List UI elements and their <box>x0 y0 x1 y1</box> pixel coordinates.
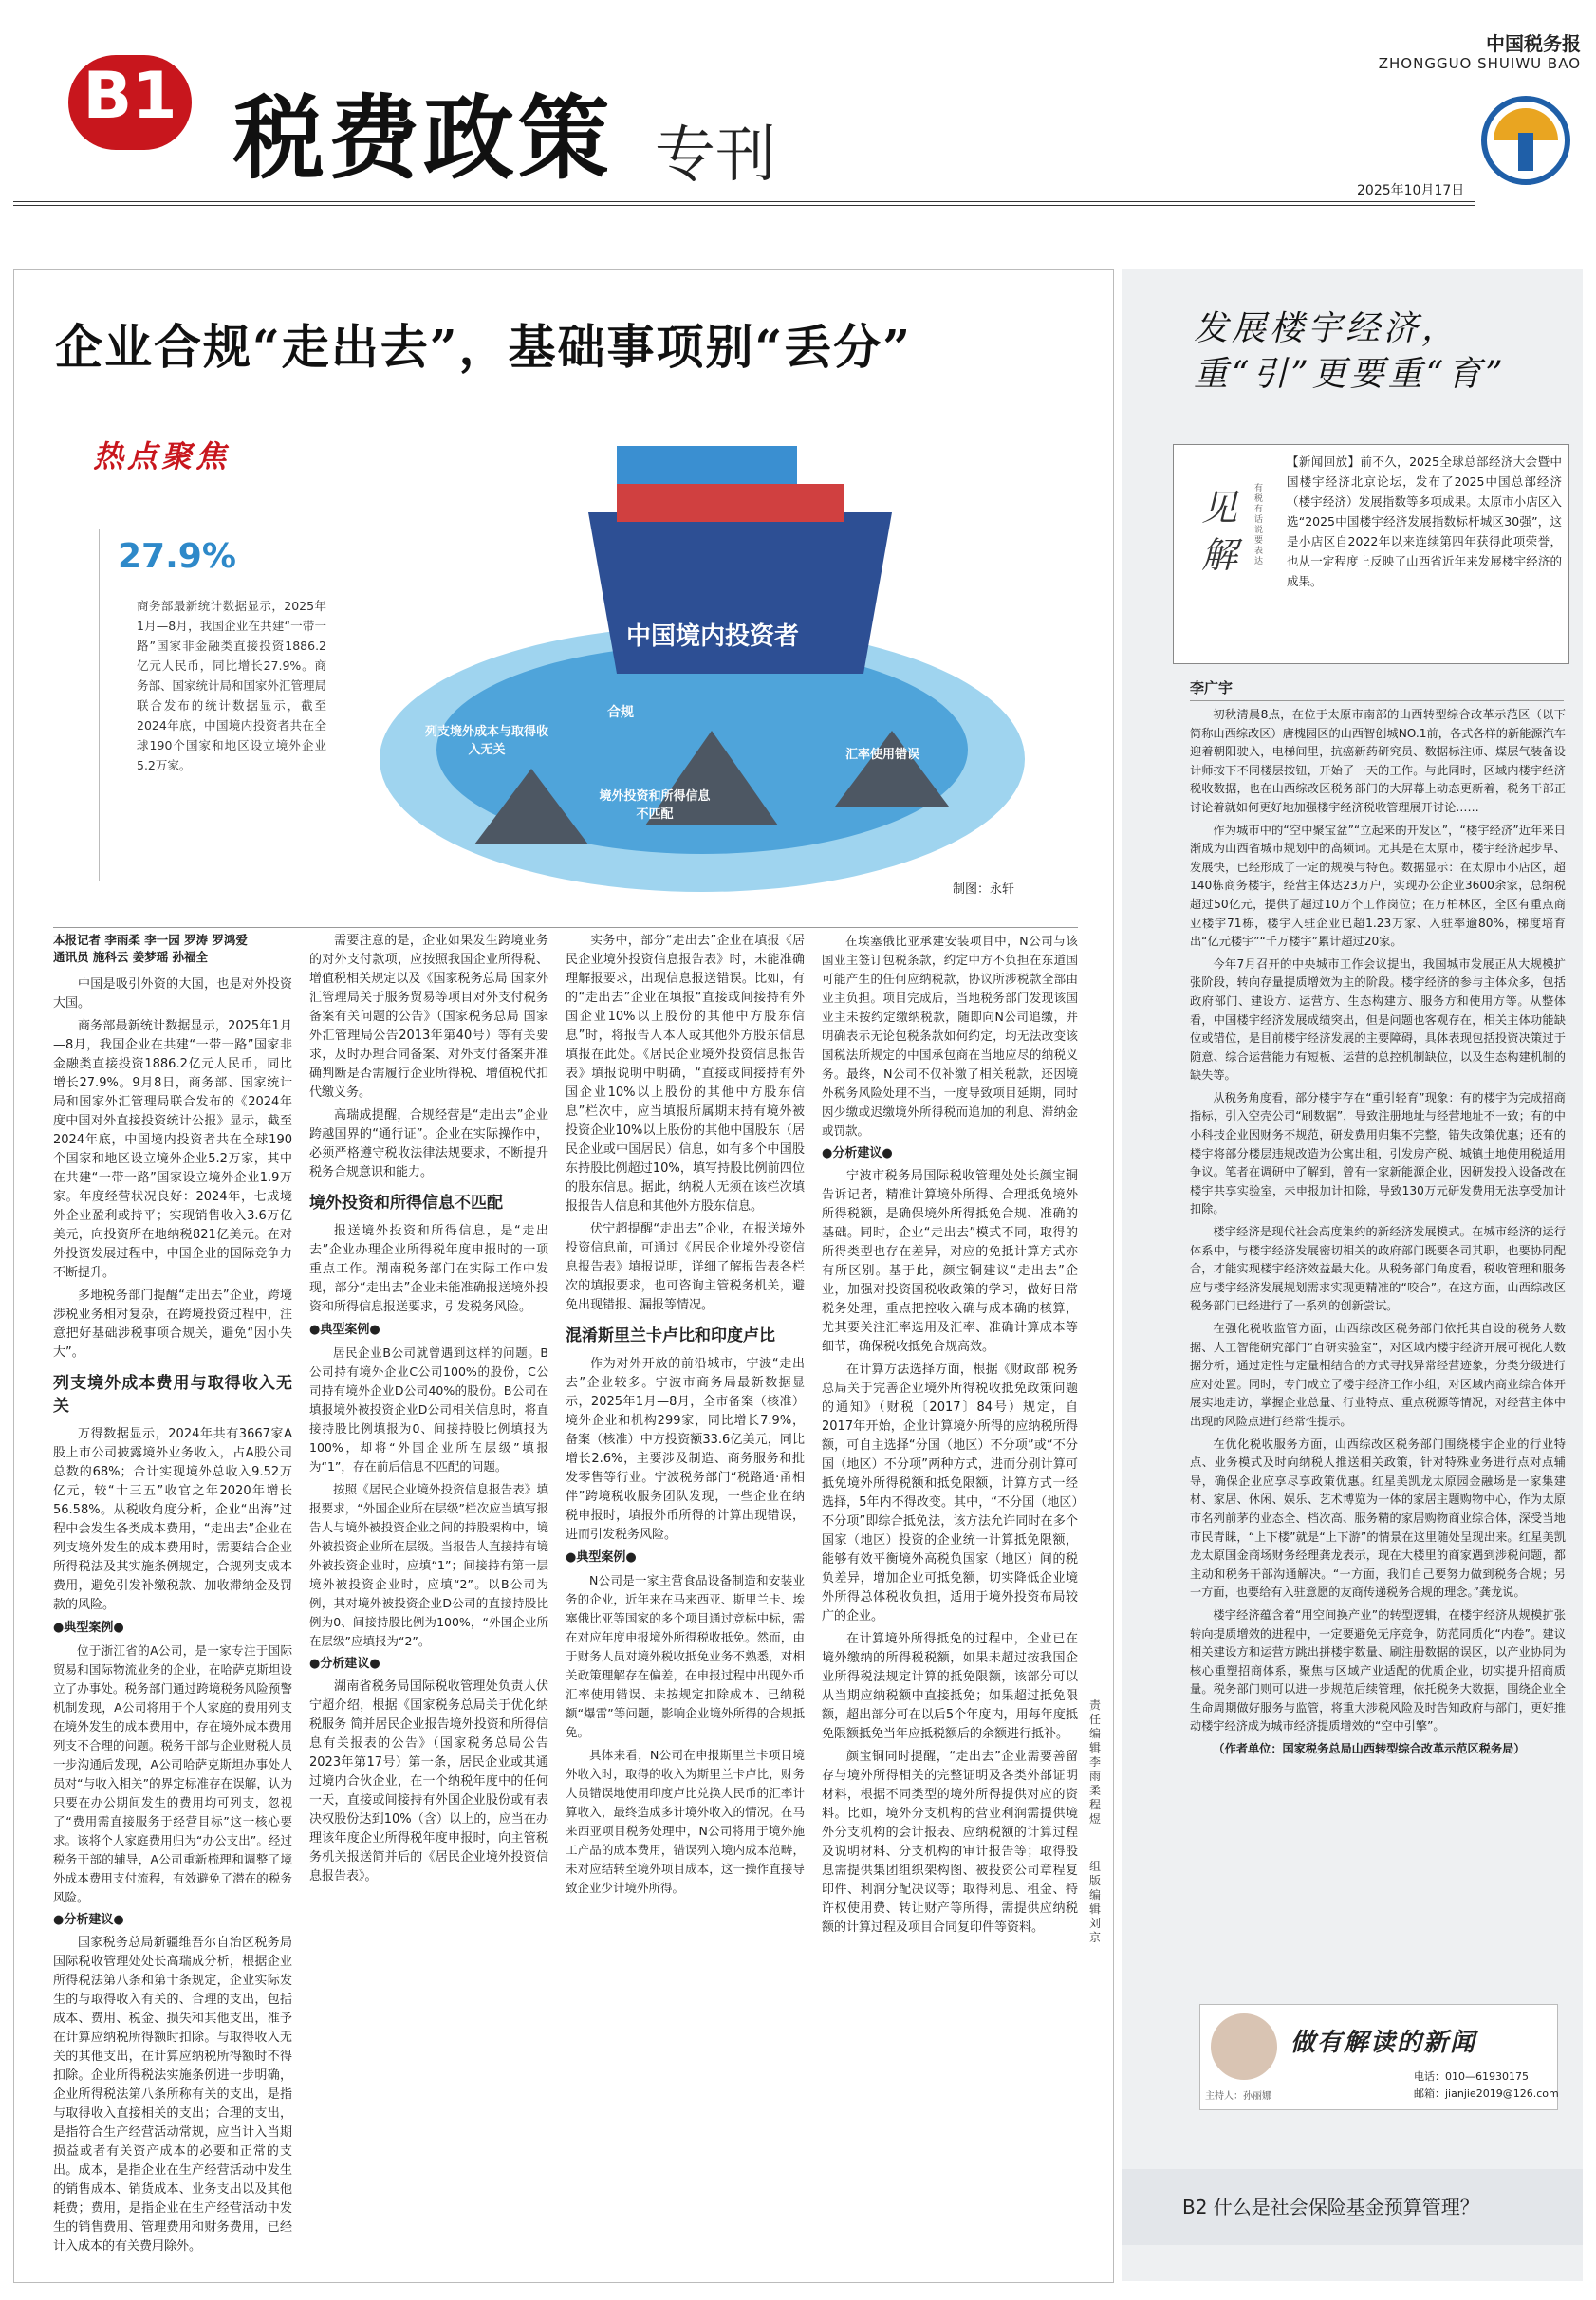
arrow-label: 合规 <box>607 705 634 720</box>
case-text: N公司是一家主营食品设备制造和安装业务的企业，近年来在马来西亚、斯里兰卡、埃塞俄比亚等国家的多个项目通过竞标中标，需在对应年度申报境外所得税收抵免。然而，由于财务人员对境外税收抵免业务不熟悉，对相关政策理解存在偏差，在申报过程中出现外币汇率使用错误、未按规定扣除成本、已纳税额“爆雷”等问题，影响企业境外所得的合规抵免。 <box>566 1573 805 1739</box>
section-subtitle: 专刊 <box>655 121 776 191</box>
editor-credit <box>1089 1698 1104 1827</box>
paragraph: 实务中，部分“走出去”企业在填报《居民企业境外投资信息报告表》时，未能准确理解报要求，出现信息报送错误。比如，有的“走出去”企业在填报“直接或间接持有外国企业10%以上股份的其他中方股东信息”时，将报告人本人或其他外方股东信息填报在此处。《居民企业境外投资信息报告表》填报说明中明确，“直接或间接持有外国企业10%以上股份的其他中方股东信息”栏次中，应当填报所属期末持有境外被投资企业10%以上股份的其他中国股东（居民企业或中国居民）信息，如有多个中国股东持股比例超过10%，填写持股比例前四位的股东信息。据此，纳税人无须在该栏次填报报告人信息和其他外方股东信息。 <box>566 934 805 1214</box>
rock-label-3: 汇率使用错误 <box>844 748 919 762</box>
layout-label: 组版编辑 <box>1089 1860 1102 1916</box>
section-code: B1 <box>83 59 177 134</box>
paragraph: 今年7月召开的中央城市工作会议提出，我国城市发展正从大规模扩张阶段，转向存量提质增效为主的阶段。楼宇经济的参与主体众多，包括政府部门、建设方、运营方、生态构建方、服务方和使用方等。从整体看，中国楼宇经济发展成绩突出，但是问题也客观存在，相关主体功能缺位或错位，是目前楼宇经济发展的主要障碍，具体表现包括投资决策过于随意、综合运营能力有短板、运营的总控机制缺位，以及生态构建机制的缺失等。 <box>1190 956 1566 1083</box>
issue-date: 2025年10月17日 <box>1357 183 1465 198</box>
paragraph: 报送境外投资和所得信息，是“走出去”企业办理企业所得税年度申报时的一项重点工作。湖南税务部门在实际工作中发现，部分“走出去”企业未能准确报送境外投资和所得信息报送要求，引发税务风险。 <box>309 1224 548 1314</box>
editor-names: 李雨柔 程煜 <box>1089 1755 1102 1826</box>
paragraph: 商务部最新统计数据显示，2025年1月—8月，我国企业在共建“一带一路”国家非金融类直接投资1886.2亿元人民币，同比增长27.9%。9月8日，商务部、国家统计局和国家外汇管理局联合发布的《2024年度中国对外直接投资统计公报》显示，截至2024年底，中国境内投资者共在全球190个国家和地区设立境外企业5.2万家，其中在共建“一带一路”国家设立境外企业1.9万家。年度经营状况良好：2024年，七成境外企业盈利或持平；实现销售收入3.6万亿美元，向投资所在地纳税821亿美元。在对外投资发展过程中，中国企业的国际竞争力不断提升。 <box>53 1019 292 1280</box>
host-avatar <box>1211 2013 1277 2080</box>
rock-label-2: 境外投资和所得信息不匹配 <box>599 789 711 822</box>
subheading: 混淆斯里兰卡卢比和印度卢比 <box>566 1326 775 1345</box>
paragraph: 多地税务部门提醒“走出去”企业，跨境涉税业务相对复杂，在跨境投资过程中，注意把好基础涉税事项合规关，避免“因小失大”。 <box>53 1289 292 1360</box>
paragraph: 作为对外开放的前沿城市，宁波“走出去”企业较多。宁波市商务局最新数据显示，2025年1月—8月，全市备案（核准）境外企业和机构299家，同比增长7.9%，备案（核准）中方投资额33.6亿美元，同比增长2.6%，主要涉及制造、商务服务和批发零售等行业。宁波税务部门“税路通·甬相伴”跨境税收服务团队发现，一些企业在纳税申报时，填报外币所得的计算出现错误，进而引发税务风险。 <box>566 1357 805 1542</box>
stat-big: 27.9% <box>118 537 236 576</box>
opinion-seal: 见解 <box>1201 487 1238 576</box>
paragraph: 作为城市中的“空中聚宝盆”“立起来的开发区”，“楼宇经济”近年来日渐成为山西省城市规划中的高频词。尤其是在太原市，楼宇经济起步早、发展快，已经形成了一定的规模与特色。数据显示：在太原市小店区，超140栋商务楼宇，经营主体达23万户，实现办公企业3600余家，总纳税超过50亿元，提供了超过10万个工作岗位；在万柏林区，全区有重点商业楼宇71栋，楼宇入驻企业已超1.23万家、入驻率逾80%，梯度培育出“亿元楼宇”“千万楼宇”累计超过20家。 <box>1190 823 1566 949</box>
illustration <box>361 446 1044 901</box>
case-tag: ●典型案例● <box>566 1550 637 1565</box>
ad-phone: 电话：010—61930175 <box>1414 2070 1529 2083</box>
paragraph: 在优化税收服务方面，山西综改区税务部门围绕楼宇企业的行业特点、业务模式及时向纳税人推送相关政策，针对特殊业务进行点对点辅导，确保企业应享尽享政策优惠。红星美凯龙太原园金融场是一家集建材、家居、休闲、娱乐、艺术博览为一体的家居主题购物中心，作为太原市名列前茅的业态全、档次高、服务精的家居购物商业综合体，深受当地市民青睐，“上下楼”就是“上下游”的情景在这里随处呈现出来。红星美凯龙太原国金商场财务经理龚龙表示，现在大楼里的商家遇到涉税问题，都主动和税务干部沟通解决。“一方面，我们自己要努力做到税务合规；另一方面，也要给有入驻意愿的友商传递税务合规的理念。”龚龙说。 <box>1190 1437 1566 1600</box>
case-text: 位于浙江省的A公司，是一家专注于国际贸易和国际物流业务的企业，在哈萨克斯坦设立了办事处。税务部门通过跨境税务风险预警机制发现，A公司将用于个人家庭的费用列支在境外发生的成本费用中，存在境外成本费用列支不合理的问题。税务干部与企业财税人员一步沟通后发现，A公司哈萨克斯坦办事处人员对“与收入相关”的界定标准存在误解，认为只要在办公期间发生的费用均可列支，忽视了“费用需直接服务于经营目标”这一核心要求。该将个人家庭费用归为“办公支出”。经过税务干部的辅导，A公司重新梳理和调整了境外成本费用支付流程，有效避免了潜在的税务风险。 <box>53 1643 292 1904</box>
byline-rule <box>53 927 1078 928</box>
paragraph: 楼宇经济是现代社会高度集约的新经济发展模式。在城市经济的运行体系中，与楼宇经济发展密切相关的政府部门既要各司其职，也要协同配合，才能实现楼宇经济效益最大化。从税务部门角度看，税收管理和服务应与楼宇经济发展规划需求实现更精准的“咬合”。在这方面，山西综改区税务部门已经进行了一系列的创新尝试。 <box>1190 1225 1566 1313</box>
side-body <box>1190 706 1566 1763</box>
ad-slogan: 做有解读的新闻 <box>1290 2029 1477 2057</box>
side-author: 李广宇 <box>1190 679 1234 696</box>
paragraph: 在强化税收监管方面，山西综改区税务部门依托其自设的税务大数据、人工智能研究部门“自研实验室”，对区域内楼宇经济开展可视化大数据分析，通过定性与定量相结合的方式寻找异常经营迹象，分类分级进行应对处置。同时，专门成立了楼宇经济工作小组，对区域内商业综合体开展实地走访，掌握企业总量、行业特点、重点税源等情况，对经营主体中出现的风险点进行经常性提示。 <box>1190 1322 1566 1428</box>
case-tag: ●典型案例● <box>53 1621 124 1635</box>
paragraph: 初秋清晨8点，在位于太原市南部的山西转型综合改革示范区（以下简称山西综改区）唐槐园区的山西智创城NO.1前，各式各样的新能源汽车迎着朝阳驶入，电梯间里，抗癌新药研究员、数据标注师、煤层气装备设计师按下不同楼层按钮，开始了一天的工作。与此同时，区域内楼宇经济税收数据，也在山西综改区税务部门的大屏幕上动态更新着，税务干部正讨论着就如何更好地加强楼宇经济税收管理展开讨论…… <box>1190 708 1566 814</box>
case-text: 居民企业B公司就曾遇到这样的问题。B公司持有境外企业C公司100%的股份，C公司持有境外企业D公司40%的股份。B公司在填报境外被投资企业D公司相关信息时，将直接持股比例填报为0、间接持股比例填报为100%，却将“外国企业所在层级”填报为“1”，存在前后信息不匹配的问题。 <box>309 1345 548 1474</box>
case-text: 在埃塞俄比亚承建安装项目中，N公司与该国业主签订包税条款，约定中方不负担在东道国可能产生的任何应纳税款，协议所涉税款全部由业主负担。项目完成后，当地税务部门发现该国业主未按约定缴纳税款，随即向N公司追缴，并明确表示无论包税条款如何约定，均无法改变该国税法所规定的中国承包商在当地应尽的纳税义务。最终，N公司不仅补缴了相关税款，还因境外税务风险处理不当，一度导致项目延期，同时因少缴或迟缴境外所得税而追加的利息、滞纳金或罚款。 <box>822 934 1078 1138</box>
paragraph: 高瑞成提醒，合规经营是“走出去”企业跨越国界的“通行证”。企业在实际操作中，必须严格遵守税收法律法规要求，不断提升税务合规意识和能力。 <box>309 1108 548 1179</box>
next-page-link[interactable]: B2 什么是社会保险基金预算管理？ <box>1182 2196 1479 2218</box>
author-unit: （作者单位：国家税务总局山西转型综合改革示范区税务局） <box>1213 1742 1526 1756</box>
subheading: 境外投资和所得信息不匹配 <box>309 1194 503 1213</box>
paragraph: 中国是吸引外资的大国，也是对外投资大国。 <box>53 977 292 1011</box>
paper-pinyin: ZHONGGUO SHUIWU BAO <box>1378 55 1581 72</box>
layout-credit <box>1089 1860 1104 1945</box>
analysis-tag: ●分析建议● <box>309 1657 380 1671</box>
main-column-1 <box>53 932 292 2260</box>
page-header <box>0 0 1596 204</box>
ad-email: 邮箱：jianjie2019@126.com <box>1414 2087 1559 2100</box>
analysis-tag: ●分析建议● <box>822 1146 893 1160</box>
case-tag: ●典型案例● <box>309 1323 380 1337</box>
paragraph: 楼宇经济蕴含着“用空间换产业”的转型逻辑，在楼宇经济从规模扩张转向提质增效的进程中，一定要避免无序竞争，防范同质化“内卷”。建议相关建设方和运营方跳出拼楼宇数量、刷注册数据的误区，以产业协同为核心重塑招商体系，聚焦与区域产业适配的优质企业，切实提升招商质量。税务部门则可以进一步规范后续管理，依托税务大数据，围绕企业全生命周期做好服务与监管，将重大涉税风险及时告知政府与部门，更好推动楼宇经济成为城市经济提质增效的“空中引擎”。 <box>1190 1607 1566 1734</box>
paragraph: 万得数据显示，2024年共有3667家A股上市公司披露境外业务收入，占A股公司总数的68%；合计实现境外总收入9.52万亿元，较“十三五”收官之年2020年增长56.58%。从税收角度分析，企业“出海”过程中会发生各类成本费用，“走出去”企业在列支境外发生的成本费用时，需要结合企业所得税法及其实施条例规定，合规列支成本费用，避免引发补缴税款、加收滞纳金及罚款的风险。 <box>53 1427 292 1612</box>
rock-label-1: 列支境外成本与取得收入无关 <box>425 725 549 757</box>
main-headline: 企业合规“走出去”，基础事项别“丢分” <box>55 319 913 375</box>
main-column-3 <box>566 932 805 1901</box>
opinion-seal-subtext: 有税有话说要表达 <box>1254 484 1264 566</box>
paragraph: 在计算境外所得抵免的过程中，企业已在境外缴纳的所得税税额，如果未超过按我国企业所得税法规定计算的抵免限额，该部分可以从当期应纳税额中直接抵免；如果超过抵免限额，超出部分可在以后5个年度内，用每年度抵免限额抵免当年应抵税额后的余额进行抵补。 <box>822 1632 1078 1741</box>
byline-correspondents: 通讯员 施科云 姜梦瑶 孙福全 <box>53 950 209 964</box>
layout-name: 刘京 <box>1089 1917 1102 1944</box>
ship-label: 中国境内投资者 <box>626 622 800 651</box>
author-rule <box>1190 700 1564 701</box>
illustration-credit: 制图：永轩 <box>953 882 1015 897</box>
byline-reporters: 本报记者 李雨柔 李一园 罗涛 罗鸿爱 <box>53 933 248 947</box>
paragraph: 在计算方法选择方面，根据《财政部 税务总局关于完善企业境外所得税收抵免政策问题的通知》（财税〔2017〕84号）规定，自2017年开始，企业计算境外所得的应纳税所得额，可自主选择“分国（地区）不分项”或“不分国（地区）不分项”两种方式，进而分别计算可抵免境外所得税额和抵免限额，计算方式一经选择，5年内不得改变。其中，“不分国（地区）不分项”即综合抵免法，该方法允许同时在多个国家（地区）投资的企业统一计算抵免限额，能够有效平衡境外高税负国家（地区）间的税负差异，增加企业可抵免额，切实降低企业境外所得总体税收负担，适用于境外投资布局较广的企业。 <box>822 1363 1078 1623</box>
editor-label: 责任编辑 <box>1089 1698 1102 1754</box>
paragraph: 宁波市税务局国际税收管理处处长颜宝铜告诉记者，精准计算境外所得、合理抵免境外所得税额，是确保境外所得抵免合规、准确的基础。同时，企业“走出去”模式不同，取得的所得类型也存在差异，对应的免抵计算方式亦有所区别。基于此，颜宝铜建议“走出去”企业，加强对投资国税收政策的学习，做好日常税务处理，重点把控收入确与成本确的核算，尤其要关注汇率选用及汇率、准确计算成本等细节，确保税收抵免合规高效。 <box>822 1169 1078 1354</box>
main-column-2 <box>309 932 548 1890</box>
subheading: 列支境外成本费用与取得收入无关 <box>53 1374 292 1416</box>
main-column-4 <box>822 932 1078 1941</box>
side-headline-line-2: 重“引”更要重“育” <box>1194 355 1507 394</box>
paper-name: 中国税务报 <box>1486 32 1581 55</box>
header-rule-bottom <box>13 205 1475 206</box>
ad-host: 主持人：孙丽娜 <box>1205 2091 1271 2102</box>
header-rule <box>13 201 1475 202</box>
analysis-tag: ●分析建议● <box>53 1913 124 1927</box>
section-title: 税费政策 <box>233 84 613 192</box>
paragraph: 国家税务总局新疆维吾尔自治区税务局国际税收管理处处长高瑞成分析，根据企业所得税法第八条和第十条规定，企业实际发生的与取得收入有关的、合理的支出，包括成本、费用、税金、损失和其他支出，准予在计算应纳税所得额时扣除。与取得收入无关的其他支出，在计算应纳税所得额时不得扣除。企业所得税法实施条例进一步明确，企业所得税法第八条所称有关的支出，是指与取得收入直接相关的支出；合理的支出，是指符合生产经营活动常规，应当计入当期损益或者有关资产成本的必要和正常的支出。成本，是指企业在生产经营活动中发生的销售成本、销货成本、业务支出以及其他耗费；费用，是指企业在生产经营活动中发生的销售费用、管理费用和财务费用，已经计入成本的有关费用除外。 <box>53 1936 292 2254</box>
case-text: 具体来看，N公司在申报斯里兰卡项目境外收入时，取得的收入为斯里兰卡卢比，财务人员错误地使用印度卢比兑换人民币的汇率计算收入，最终造成多计境外收入的情况。在马来西亚项目税务处理中，N公司将用于境外施工产品的成本费用，错误列入境内成本范畴，未对应结转至境外项目成本，这一操作直接导致企业少计境外所得。 <box>566 1748 805 1895</box>
paragraph: 颜宝铜同时提醒，“走出去”企业需要善留存与境外所得相关的完整证明及各类外部证明材料，根据不同类型的境外所得提供对应的资料。比如，境外分支机构的营业利润需提供境外分支机构的会计报表、应纳税额的计算过程及说明材料、分支机构的审计报告等；取得股息需提供集团组织架构图、被投资公司章程复印件、利润分配决议等；取得利息、租金、特许权使用费、转让财产等所得，需提供应纳税额的计算过程及项目合同复印件等资料。 <box>822 1750 1078 1935</box>
paragraph: 湖南省税务局国际税收管理处负责人伏宁超介绍，根据《国家税务总局关于优化纳税服务 简并居民企业报告境外投资和所得信息有关报表的公告》（国家税务总局公告2023年第17号）第一条，居民企业或其通过境内合伙企业，在一个纳税年度中的任何一天，直接或间接持有外国企业股份或有表决权股份达到10%（含）以上的，应当在办理该年度企业所得税年度申报时，向主管税务机关报送简并后的《居民企业境外投资信息报告表》。 <box>309 1679 548 1883</box>
paragraph: 伏宁超提醒“走出去”企业，在报送境外投资信息前，可通过《居民企业境外投资信息报告表》填报说明，详细了解报告表各栏次的填报要求，也可咨询主管税务机关，避免出现错报、漏报等情况。 <box>566 1222 805 1312</box>
case-text: 按照《居民企业境外投资信息报告表》填报要求，“外国企业所在层级”栏次应当填写报告人与境外被投资企业之间的持股架构中，境外被投资企业所在层级。当报告人直接持有境外被投资企业时，应填“1”；间接持有第一层境外被投资企业时，应填“2”。以B公司为例，其对境外被投资企业D公司的直接持股比例为0、间接持股比例为100%，“外国企业所在层级”应填报为“2”。 <box>309 1482 548 1648</box>
paragraph: 需要注意的是，企业如果发生跨境业务的对外支付款项，应按照我国企业所得税、增值税相关规定以及《国家税务总局 国家外汇管理局关于服务贸易等项目对外支付税务备案有关问题的公告》（国家税务总局 国家外汇管理局公告2013年第40号）等有关要求，及时办理合同备案、对外支付备案并准确判断是否需履行企业所得税、增值税代扣代缴义务。 <box>309 934 548 1100</box>
paper-logo <box>1480 95 1571 186</box>
hotspot-label: 热点聚焦 <box>93 438 231 474</box>
news-review-text: 【新闻回放】前不久，2025全球总部经济大会暨中国楼宇经济北京论坛，发布了2025中国总部经济（楼宇经济）发展指数等多项成果。太原市小店区入选“2025中国楼宇经济发展指数标杆城区30强”，这是小店区自2022年以来连续第四年获得此项荣誉，也从一定程度上反映了山西省近年来发展楼宇经济的成果。 <box>1287 454 1562 588</box>
paragraph: 从税务角度看，部分楼宇存在“重引轻育”现象：有的楼宇为完成招商指标，引入空壳公司“刷数据”，导致注册地址与经营地址不一致；有的中小科技企业因财务不规范，研发费用归集不完整，错失政策优惠；还有的楼宇将部分楼层违规改造为公寓出租，引发房产税、城镇土地使用税适用争议。笔者在调研中了解到，曾有一家新能源企业，因研发投入设备改在楼宇共享实验室，未申报加计扣除，导致130万元研发费用无法享受加计扣除。 <box>1190 1090 1566 1216</box>
side-headline-line-1: 发展楼宇经济， <box>1194 309 1460 348</box>
stat-text: 商务部最新统计数据显示，2025年1月—8月，我国企业在共建“一带一路”国家非金融类直接投资1886.2亿元人民币，同比增长27.9%。商务部、国家统计局和国家外汇管理局联合发布的统计数据显示，截至2024年底，中国境内投资者共在全球190个国家和地区设立境外企业5.2万家。 <box>137 599 327 772</box>
